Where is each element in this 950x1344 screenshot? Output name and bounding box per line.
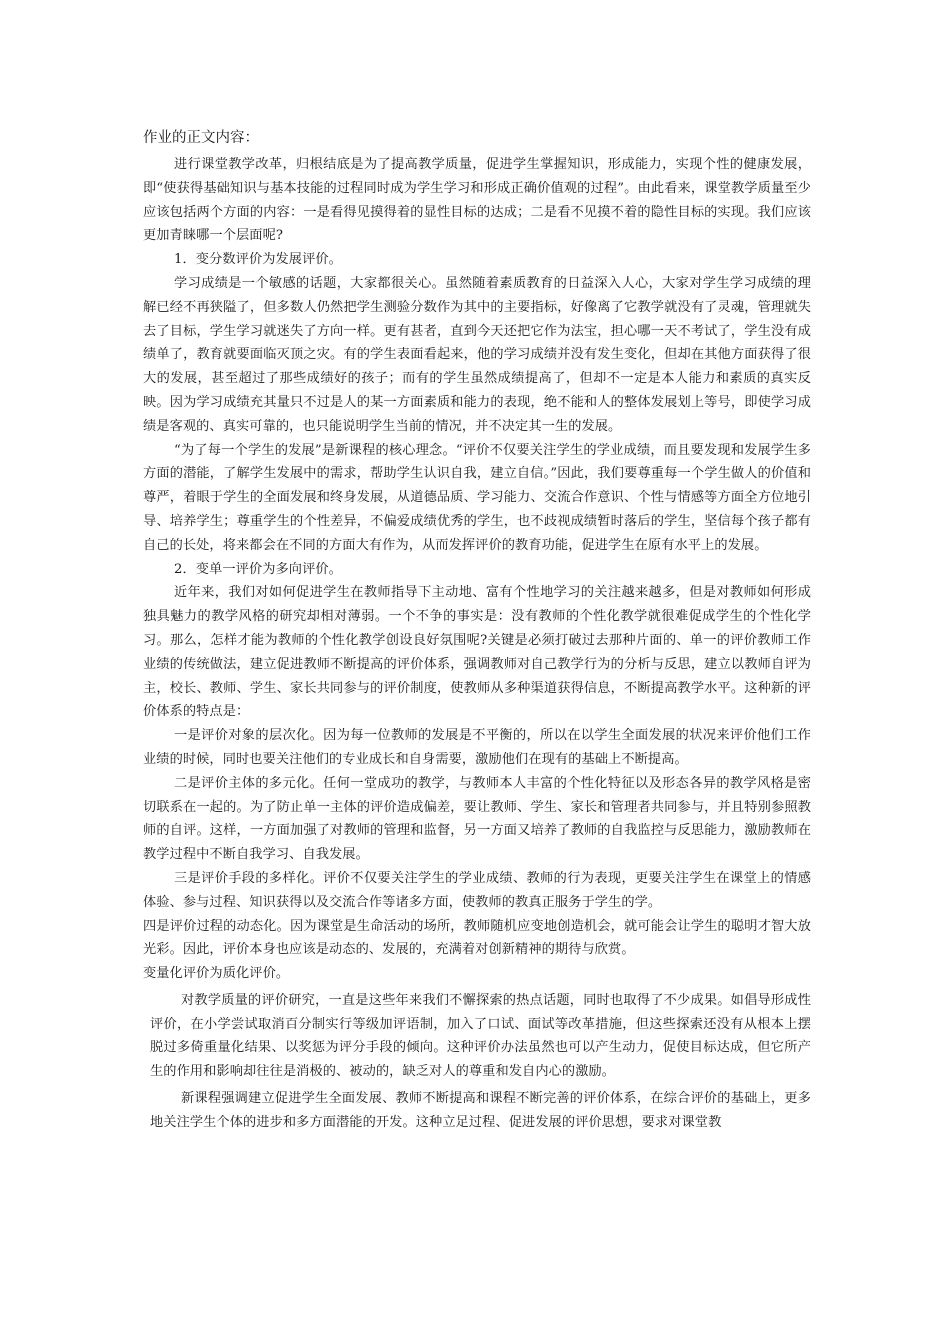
paragraph-core-concept: “为了每一个学生的发展”是新课程的核心理念。“评价不仅要关注学生的学业成绩，而且要发现和发展学生多方面的潜能，了解学生发展中的需求，帮助学生认识自我，建立自信。”因此，我们要尊重每一个学生做人的价值和尊严，着眼于学生的全面发展和终身发展，从道德品质、学习能力、交流合作意识、个性与情感等方面全方位地引导、培养学生；尊重学生的个性差异，不偏爱成绩优秀的学生，也不歧视成绩暂时落后的学生，坚信每个孩子都有自己的长处，将来都会在不同的方面大有作为，从而发挥评价的教育功能，促进学生在原有水平上的发展。 [143, 442, 811, 553]
paragraph-point-2: 二是评价主体的多元化。任何一堂成功的教学，与教师本人丰富的个性化特征以及形态各异的教学风格是密切联系在一起的。为了防止单一主体的评价造成偏差，要让教师、学生、家长和管理者共同参与，并且特别参照教师的自评。这样，一方面加强了对教师的管理和监督，另一方面又培养了教师的自我监控与反思能力，激励教师在教学过程中不断自我学习、自我发展。 [143, 775, 811, 863]
paragraph-quality-research: 对教学质量的评价研究，一直是这些年来我们不懈探索的热点话题，同时也取得了不少成果。如倡导形成性评价，在小学尝试取消百分制实行等级加评语制，加入了口试、面试等改革措施，但这些探索还没有从根本上摆脱过多倚重量化结果、以奖惩为评分手段的倾向。这种评价办法虽然也可以产生动力，促使目标达成，但它所产生的作用和影响却往往是消极的、被动的，缺乏对人的尊重和发自内心的激励。 [150, 992, 811, 1080]
paragraph-point-3: 三是评价手段的多样化。评价不仅要关注学生的学业成绩、教师的行为表现，更要关注学生在课堂上的情感体验、参与过程、知识获得以及交流合作等诸多方面，使教师的教真正服务于学生的学。 [143, 870, 811, 910]
paragraph-grades: 学习成绩是一个敏感的话题，大家都很关心。虽然随着素质教育的日益深入人心，大家对学生学习成绩的理解已经不再狭隘了，但多数人仍然把学生测验分数作为其中的主要指标，好像离了它教学就没有了灵魂，管理就失去了目标，学生学习就迷失了方向一样。更有甚者，直到今天还把它作为法宝，担心哪一天不考试了，学生没有成绩单了，教育就要面临灭顶之灾。有的学生表面看起来，他的学习成绩并没有发生变化，但却在其他方面获得了很大的发展，甚至超过了那些成绩好的孩子；而有的学生虽然成绩提高了，但却不一定是本人能力和素质的真实反映。因为学习成绩充其量只不过是人的某一方面素质和能力的表现，绝不能和人的整体发展划上等号，即使学习成绩是客观的、真实可靠的，也只能说明学生当前的情况，并不决定其一生的发展。 [143, 275, 811, 434]
section-heading-1: 1．变分数评价为发展评价。 [174, 252, 342, 268]
section-heading-3: 变量化评价为质化评价。 [143, 966, 290, 982]
paragraph-new-curriculum: 新课程强调建立促进学生全面发展、教师不断提高和课程不断完善的评价体系，在综合评价的基础上，更多地关注学生个体的进步和多方面潜能的开发。这种立足过程、促进发展的评价思想，要求对课堂教 [150, 1091, 811, 1130]
paragraph-point-1: 一是评价对象的层次化。因为每一位教师的发展是不平衡的，所以在以学生全面发展的状况来评价他们工作业绩的时候，同时也要关注他们的专业成长和自身需要，激励他们在现有的基础上不断提高。 [143, 728, 811, 767]
paragraph-teacher-evaluation: 近年来，我们对如何促进学生在教师指导下主动地、富有个性地学习的关注越来越多，但是对教师如何形成独具魅力的教学风格的研究却相对薄弱。一个不争的事实是：没有教师的个性化教学就很难促成学生的个性化学习。那么，怎样才能为教师的个性化教学创设良好氛围呢?关键是必须打破过去那种片面的、单一的评价教师工作业绩的传统做法，建立促进教师不断提高的评价体系，强调教师对自己教学行为的分析与反思，建立以教师自评为主，校长、教师、学生、家长共同参与的评价制度，使教师从多种渠道获得信息，不断提高教学水平。这种新的评价体系的特点是： [143, 585, 811, 720]
document-heading: 作业的正文内容： [143, 130, 259, 146]
section-heading-2: 2．变单一评价为多向评价。 [174, 561, 342, 577]
paragraph-point-4: 四是评价过程的动态化。因为课堂是生命活动的场所，教师随机应变地创造机会，就可能会让学生的聪明才智大放光彩。因此，评价本身也应该是动态的、发展的，充满着对创新精神的期待与欣赏。 [143, 918, 811, 958]
document-page [143, 127, 811, 1135]
paragraph-intro: 进行课堂教学改革，归根结底是为了提高教学质量，促进学生掌握知识，形成能力，实现个性的健康发展，即“使获得基础知识与基本技能的过程同时成为学生学习和形成正确价值观的过程”。由此看来，课堂教学质量至少应该包括两个方面的内容：一是看得见摸得着的显性目标的达成；二是看不见摸不着的隐性目标的实现。我们应该更加青睐哪一个层面呢? [143, 157, 811, 244]
